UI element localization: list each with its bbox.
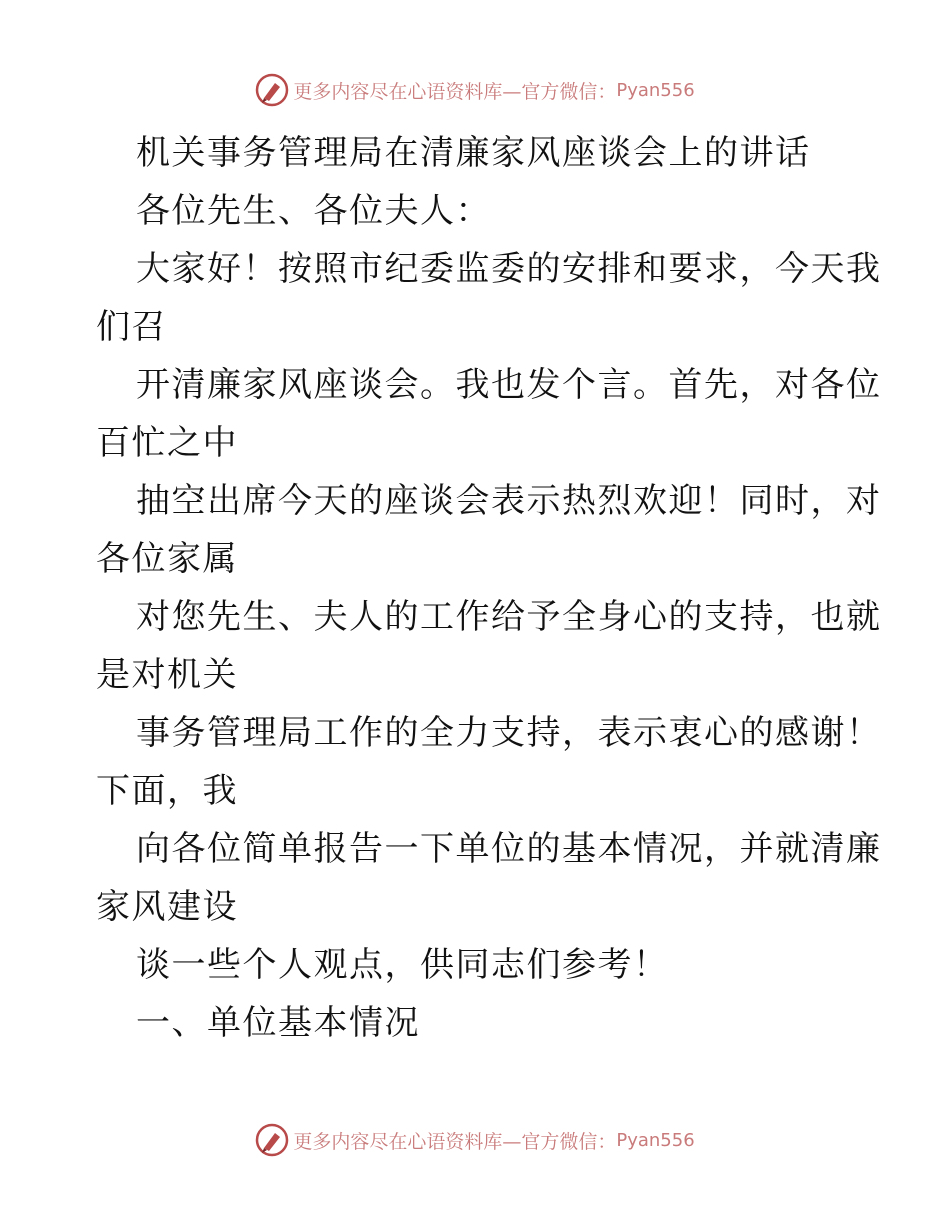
watermark-id: Pyan556 <box>616 79 695 101</box>
watermark-id: Pyan556 <box>616 1129 695 1151</box>
watermark-header <box>0 70 950 110</box>
text-line: 开清廉家风座谈会。我也发个言。首先，对各位 <box>136 365 882 405</box>
watermark-footer <box>0 1120 950 1160</box>
text-line: 们召 <box>96 307 167 347</box>
text-line: 大家好！按照市纪委监委的安排和要求，今天我 <box>136 249 882 289</box>
text-line: 是对机关 <box>96 655 238 695</box>
text-line: 抽空出席今天的座谈会表示热烈欢迎！同时，对 <box>136 481 882 521</box>
text-line: 各位先生、各位夫人： <box>136 191 491 231</box>
pen-logo-icon <box>255 73 289 107</box>
text-line: 各位家属 <box>96 539 238 579</box>
text-line: 向各位简单报告一下单位的基本情况，并就清廉 <box>136 829 882 869</box>
text-line: 下面，我 <box>96 771 238 811</box>
text-line: 百忙之中 <box>96 423 238 463</box>
text-line: 家风建设 <box>96 887 238 927</box>
watermark-text: 更多内容尽在心语资料库—官方微信： <box>293 1130 617 1153</box>
text-line: 机关事务管理局在清廉家风座谈会上的讲话 <box>136 133 811 173</box>
text-line: 一、单位基本情况 <box>136 1003 420 1043</box>
document-body <box>96 124 896 1052</box>
text-line: 事务管理局工作的全力支持，表示衷心的感谢！ <box>136 713 882 753</box>
text-line: 对您先生、夫人的工作给予全身心的支持，也就 <box>136 597 882 637</box>
pen-logo-icon <box>255 1123 289 1157</box>
text-line: 谈一些个人观点，供同志们参考！ <box>136 945 669 985</box>
watermark-text: 更多内容尽在心语资料库—官方微信： <box>293 80 617 103</box>
